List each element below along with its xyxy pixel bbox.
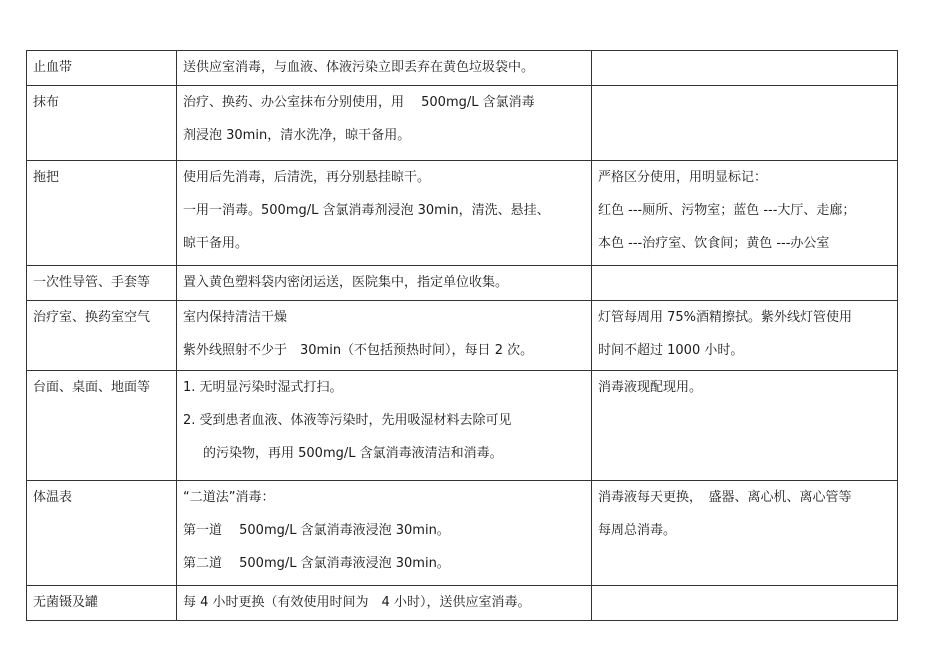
item-label: 台面、桌面、地面等: [33, 380, 151, 395]
note-cell: [592, 371, 898, 481]
item-cell: [27, 586, 177, 621]
disinfection-table: [26, 50, 898, 621]
note-line: 消毒液现配现用。: [598, 380, 703, 395]
item-cell: [27, 51, 177, 86]
table-row: [27, 301, 898, 371]
method-cell: [177, 161, 592, 266]
note-cell: [592, 86, 898, 161]
table-row: [27, 266, 898, 301]
item-label: 体温表: [33, 490, 73, 505]
method-cell: [177, 301, 592, 371]
method-cell: [177, 266, 592, 301]
note-line: 红色 ---厕所、污物室；蓝色 ---大厅、走廊；: [598, 203, 856, 218]
method-line: 第一道 500mg/L 含氯消毒液浸泡 30min。: [183, 523, 450, 538]
note-cell: [592, 586, 898, 621]
item-label: 拖把: [33, 170, 60, 185]
method-line: 第二道 500mg/L 含氯消毒液浸泡 30min。: [183, 556, 450, 571]
method-line: 每 4 小时更换（有效使用时间为 4 小时），送供应室消毒。: [183, 595, 531, 610]
note-cell: [592, 161, 898, 266]
method-line: “二道法”消毒：: [183, 490, 275, 505]
item-label: 一次性导管、手套等: [33, 275, 151, 290]
note-line: 本色 ---治疗室、饮食间；黄色 ---办公室: [598, 236, 830, 251]
method-line: 1. 无明显污染时湿式打扫。: [183, 380, 343, 395]
method-cell: [177, 481, 592, 586]
method-line: 室内保持清洁干燥: [183, 310, 288, 325]
note-line: 时间不超过 1000 小时。: [598, 343, 744, 358]
method-line: 一用一消毒。500mg/L 含氯消毒剂浸泡 30min，清洗、悬挂、: [183, 203, 550, 218]
method-cell: [177, 51, 592, 86]
note-cell: [592, 266, 898, 301]
table-row: [27, 51, 898, 86]
method-line: 晾干备用。: [183, 236, 249, 251]
item-label: 治疗室、换药室空气: [33, 310, 151, 325]
method-line: 2. 受到患者血液、体液等污染时，先用吸湿材料去除可见: [183, 413, 512, 428]
note-line: 严格区分使用，用明显标记：: [598, 170, 768, 185]
table-row: [27, 86, 898, 161]
item-cell: [27, 161, 177, 266]
table-row: [27, 586, 898, 621]
note-line: 灯管每周用 75%酒精擦拭。紫外线灯管使用: [598, 310, 853, 325]
note-cell: [592, 481, 898, 586]
item-cell: [27, 301, 177, 371]
method-line: 的污染物，再用 500mg/L 含氯消毒液清洁和消毒。: [203, 446, 503, 461]
item-cell: [27, 86, 177, 161]
item-label: 止血带: [33, 60, 73, 75]
note-line: 消毒液每天更换， 盛器、离心机、离心管等: [598, 490, 852, 505]
method-line: 治疗、换药、办公室抹布分别使用，用 500mg/L 含氯消毒: [183, 95, 535, 110]
note-cell: [592, 51, 898, 86]
table-row: [27, 161, 898, 266]
table-row: [27, 371, 898, 481]
item-cell: [27, 481, 177, 586]
method-cell: [177, 86, 592, 161]
method-line: 紫外线照射不少于 30min（不包括预热时间），每日 2 次。: [183, 343, 534, 358]
method-cell: [177, 371, 592, 481]
note-cell: [592, 301, 898, 371]
item-label: 无菌镊及罐: [33, 595, 99, 610]
method-line: 置入黄色塑料袋内密闭运送，医院集中，指定单位收集。: [183, 275, 509, 290]
item-label: 抹布: [33, 95, 60, 110]
table-row: [27, 481, 898, 586]
item-cell: [27, 371, 177, 481]
item-cell: [27, 266, 177, 301]
note-line: 每周总消毒。: [598, 523, 677, 538]
method-line: 剂浸泡 30min，清水洗净，晾干备用。: [183, 128, 411, 143]
method-cell: [177, 586, 592, 621]
method-line: 使用后先消毒，后清洗，再分别悬挂晾干。: [183, 170, 431, 185]
method-line: 送供应室消毒，与血液、体液污染立即丢弃在黄色垃圾袋中。: [183, 60, 535, 75]
